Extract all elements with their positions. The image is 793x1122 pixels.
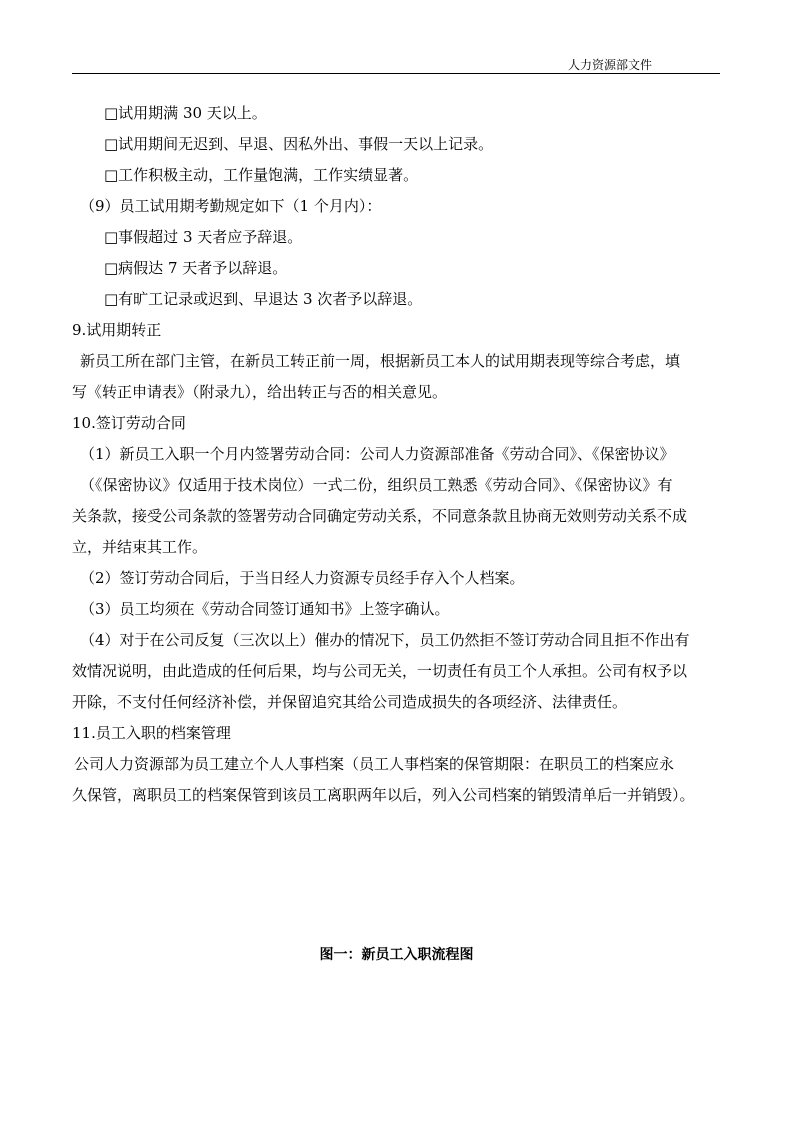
checkbox-item: □有旷工记录或迟到、早退达 3 次者予以辞退。 [104,290,423,308]
checkbox-item: □事假超过 3 天者应予辞退。 [104,228,303,246]
paragraph-line: 新员工所在部门主管，在新员工转正前一周，根据新员工本人的试用期表现等综合考虑，填 [80,352,681,370]
section-heading: 11.员工入职的档案管理 [72,724,231,742]
paragraph-line: （4）对于在公司反复（三次以上）催办的情况下，员工仍然拒不签订劳动合同且拒不作出有 [80,631,690,649]
paragraph-line: （3）员工均须在《劳动合同签订通知书》上签字确认。 [80,600,450,618]
paragraph-line: 写《转正申请表》（附录九），给出转正与否的相关意见。 [72,383,448,401]
paragraph-line: （2）签订劳动合同后，于当日经人力资源专员经手存入个人档案。 [80,569,525,587]
sub-item-heading: （9）员工试用期考勤规定如下（1 个月内）： [80,197,382,215]
section-heading: 9.试用期转正 [72,321,162,339]
section-heading: 10.签订劳动合同 [72,414,186,432]
paragraph-line: 公司人力资源部为员工建立个人人事档案（员工人事档案的保管期限：在职员工的档案应永 [74,755,675,773]
paragraph-line: 关条款，接受公司条款的签署劳动合同确定劳动关系，不同意条款且协商无效则劳动关系不成 [72,507,688,525]
figure-caption: 图一：新员工入职流程图 [319,947,474,963]
checkbox-item: □病假达 7 天者予以辞退。 [104,259,288,277]
document-body [72,98,724,811]
paragraph-line: 久保管，离职员工的档案保管到该员工离职两年以后，列入公司档案的销毁清单后一并销毁）。 [72,786,695,804]
paragraph-line: 效情况说明，由此造成的任何后果，均与公司无关，一切责任有员工个人承担。公司有权予以 [72,662,688,680]
checkbox-item: □试用期满 30 天以上。 [104,104,267,122]
paragraph-line: 立，并结束其工作。 [72,538,208,556]
paragraph-line: （1）新员工入职一个月内签署劳动合同：公司人力资源部准备《劳动合同》、《保密协议》 [80,445,675,463]
header-rule [72,73,720,74]
header-department: 人力资源部文件 [568,58,653,72]
paragraph-line: （《保密协议》仅适用于技术岗位）一式二份，组织员工熟悉《劳动合同》、《保密协议》有 [80,476,673,494]
checkbox-item: □工作积极主动，工作量饱满，工作实绩显著。 [104,166,419,184]
checkbox-item: □试用期间无迟到、早退、因私外出、事假一天以上记录。 [104,135,494,153]
paragraph-line: 开除，不支付任何经济补偿，并保留追究其给公司造成损失的各项经济、法律责任。 [72,693,628,711]
